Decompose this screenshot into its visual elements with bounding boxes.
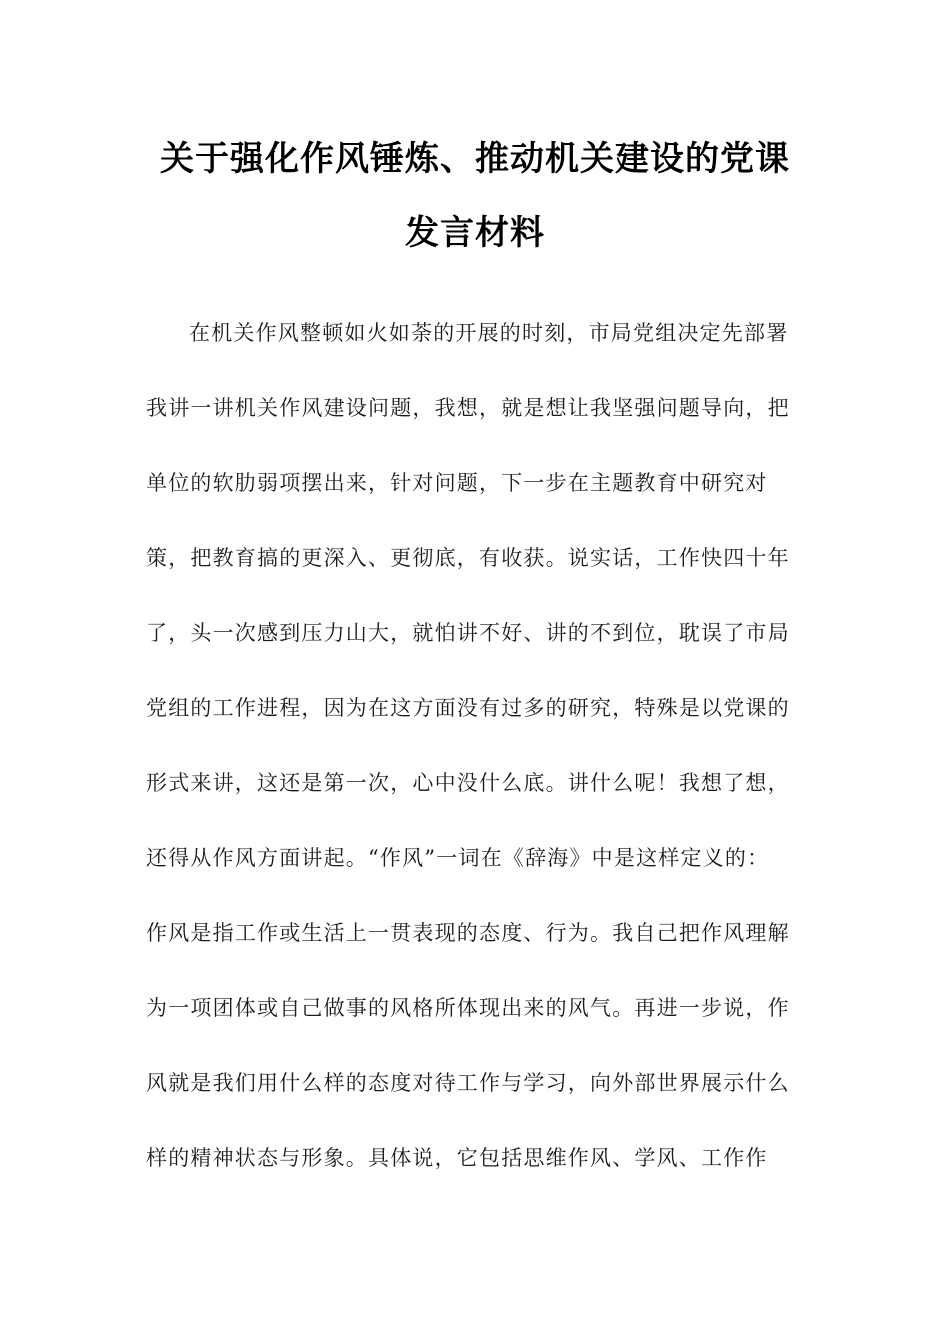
paragraph-line: 为一项团体或自己做事的风格所体现出来的风气。再进一步说，作 (146, 996, 790, 1020)
paragraph-line: 作风是指工作或生活上一贯表现的态度、行为。我自己把作风理解 (146, 921, 790, 945)
paragraph-line: 我讲一讲机关作风建设问题，我想，就是想让我坚强问题导向，把 (146, 396, 790, 420)
document-title (0, 122, 950, 270)
paragraph-line: 单位的软肋弱项摆出来，针对问题，下一步在主题教育中研究对 (146, 471, 768, 495)
paragraph-line: 还得从作风方面讲起。“作风”一词在《辞海》中是这样定义的： (146, 846, 770, 870)
document-body (146, 307, 796, 1207)
paragraph-line: 在机关作风整顿如火如荼的开展的时刻，市局党组决定先部署 (189, 321, 789, 345)
paragraph-line: 样的精神状态与形象。具体说，它包括思维作风、学风、工作作 (146, 1146, 768, 1170)
paragraph-line: 了，头一次感到压力山大，就怕讲不好、讲的不到位，耽误了市局 (146, 621, 790, 645)
title-line-1: 关于强化作风锤炼、推动机关建设的党课 (160, 139, 790, 179)
title-line-2: 发言材料 (405, 213, 545, 253)
paragraph-line: 风就是我们用什么样的态度对待工作与学习，向外部世界展示什么 (146, 1071, 790, 1095)
paragraph-line: 策，把教育搞的更深入、更彻底，有收获。说实话，工作快四十年 (146, 546, 790, 570)
paragraph-line: 党组的工作进程，因为在这方面没有过多的研究，特殊是以党课的 (146, 696, 790, 720)
paragraph-line: 形式来讲，这还是第一次，心中没什么底。讲什么呢！我想了想， (146, 771, 790, 795)
